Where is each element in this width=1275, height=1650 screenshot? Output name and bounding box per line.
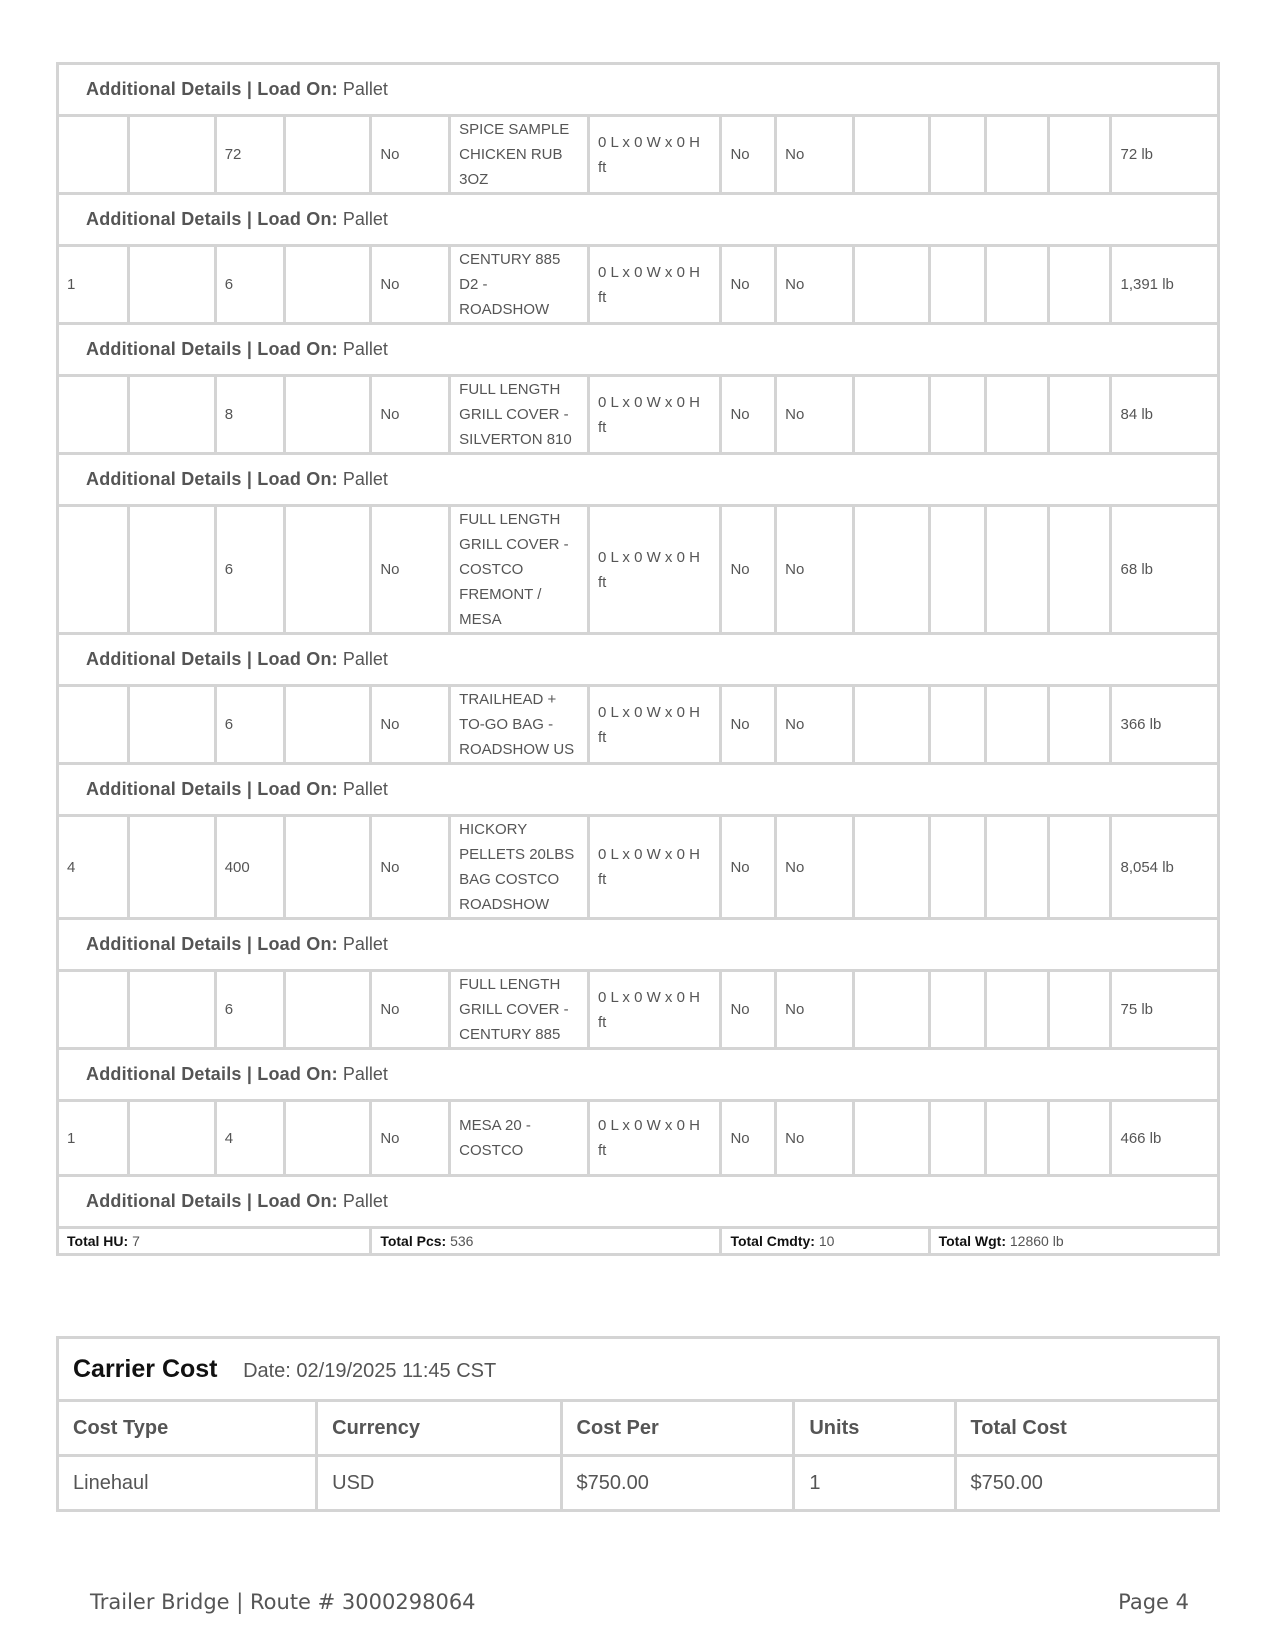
empty-cell xyxy=(1049,506,1111,634)
additional-details-row xyxy=(58,634,1219,686)
total-hu-label: Total HU: xyxy=(67,1233,129,1249)
empty-cell xyxy=(853,971,929,1049)
empty-cell xyxy=(853,376,929,454)
empty-cell xyxy=(986,116,1049,194)
hazmat-cell: No xyxy=(371,376,450,454)
additional-details-cell xyxy=(58,1049,1219,1101)
empty-cell xyxy=(1049,816,1111,919)
flag-cell: No xyxy=(721,971,776,1049)
additional-details-cell xyxy=(58,1176,1219,1228)
handling-units-cell xyxy=(58,376,129,454)
empty-cell xyxy=(986,686,1049,764)
additional-details-label: Additional Details | Load On: xyxy=(86,79,338,99)
empty-cell xyxy=(285,506,371,634)
dimensions-cell: 0 L x 0 W x 0 H ft xyxy=(588,376,720,454)
dimensions-cell: 0 L x 0 W x 0 H ft xyxy=(588,1101,720,1176)
cost-row xyxy=(58,1456,1219,1511)
hazmat-cell: No xyxy=(371,1101,450,1176)
hazmat-cell: No xyxy=(371,686,450,764)
empty-cell xyxy=(285,686,371,764)
flag-cell: No xyxy=(776,816,854,919)
additional-details-row xyxy=(58,454,1219,506)
empty-cell xyxy=(129,246,215,324)
empty-cell xyxy=(853,816,929,919)
weight-cell: 68 lb xyxy=(1111,506,1219,634)
weight-cell: 72 lb xyxy=(1111,116,1219,194)
empty-cell xyxy=(129,116,215,194)
units-cell: 1 xyxy=(794,1456,955,1511)
empty-cell xyxy=(986,971,1049,1049)
load-on-value: Pallet xyxy=(342,79,388,99)
commodity-row xyxy=(58,1101,1219,1176)
carrier-cost-title: Carrier Cost xyxy=(73,1354,218,1383)
total-hu-cell xyxy=(58,1228,371,1255)
carrier-cost-date: Date: 02/19/2025 11:45 CST xyxy=(243,1359,497,1382)
commodity-row xyxy=(58,971,1219,1049)
flag-cell: No xyxy=(721,816,776,919)
total-cmdty-label: Total Cmdty: xyxy=(730,1233,815,1249)
description-cell: FULL LENGTH GRILL COVER - CENTURY 885 xyxy=(450,971,589,1049)
empty-cell xyxy=(853,246,929,324)
additional-details-label: Additional Details | Load On: xyxy=(86,934,338,954)
empty-cell xyxy=(986,816,1049,919)
flag-cell: No xyxy=(721,1101,776,1176)
total-hu-value: 7 xyxy=(132,1233,140,1249)
column-header-cost-type: Cost Type xyxy=(58,1401,317,1456)
additional-details-label: Additional Details | Load On: xyxy=(86,1191,338,1211)
handling-units-cell xyxy=(58,116,129,194)
additional-details-cell xyxy=(58,194,1219,246)
carrier-cost-header xyxy=(58,1338,1219,1401)
total-pcs-label: Total Pcs: xyxy=(380,1233,447,1249)
flag-cell: No xyxy=(776,116,854,194)
empty-cell xyxy=(285,246,371,324)
flag-cell: No xyxy=(776,971,854,1049)
weight-cell: 1,391 lb xyxy=(1111,246,1219,324)
empty-cell xyxy=(285,376,371,454)
empty-cell xyxy=(853,686,929,764)
additional-details-cell xyxy=(58,919,1219,971)
total-cmdty-cell xyxy=(721,1228,929,1255)
additional-details-row xyxy=(58,64,1219,116)
description-cell: FULL LENGTH GRILL COVER - SILVERTON 810 xyxy=(450,376,589,454)
empty-cell xyxy=(853,506,929,634)
currency-cell: USD xyxy=(317,1456,561,1511)
empty-cell xyxy=(285,816,371,919)
total-wgt-cell xyxy=(929,1228,1218,1255)
total-cmdty-value: 10 xyxy=(818,1233,835,1249)
flag-cell: No xyxy=(776,376,854,454)
additional-details-cell xyxy=(58,324,1219,376)
additional-details-cell xyxy=(58,64,1219,116)
empty-cell xyxy=(1049,1101,1111,1176)
commodity-table xyxy=(56,62,1220,1256)
empty-cell xyxy=(929,816,986,919)
additional-details-label: Additional Details | Load On: xyxy=(86,209,338,229)
load-on-value: Pallet xyxy=(342,209,388,229)
flag-cell: No xyxy=(721,686,776,764)
commodity-row xyxy=(58,816,1219,919)
total-cost-cell: $750.00 xyxy=(955,1456,1218,1511)
empty-cell xyxy=(1049,376,1111,454)
hazmat-cell: No xyxy=(371,506,450,634)
carrier-cost-table xyxy=(56,1336,1220,1512)
empty-cell xyxy=(929,1101,986,1176)
flag-cell: No xyxy=(776,1101,854,1176)
hazmat-cell: No xyxy=(371,816,450,919)
footer-route: Trailer Bridge | Route # 3000298064 xyxy=(90,1590,476,1614)
pieces-cell: 8 xyxy=(215,376,284,454)
empty-cell xyxy=(929,971,986,1049)
column-header-cost-per: Cost Per xyxy=(561,1401,794,1456)
additional-details-label: Additional Details | Load On: xyxy=(86,1064,338,1084)
weight-cell: 8,054 lb xyxy=(1111,816,1219,919)
empty-cell xyxy=(1049,246,1111,324)
column-header-units: Units xyxy=(794,1401,955,1456)
dimensions-cell: 0 L x 0 W x 0 H ft xyxy=(588,816,720,919)
empty-cell xyxy=(929,686,986,764)
pieces-cell: 6 xyxy=(215,686,284,764)
empty-cell xyxy=(129,1101,215,1176)
flag-cell: No xyxy=(776,246,854,324)
empty-cell xyxy=(129,816,215,919)
empty-cell xyxy=(1049,116,1111,194)
empty-cell xyxy=(285,1101,371,1176)
empty-cell xyxy=(285,971,371,1049)
load-on-value: Pallet xyxy=(342,469,388,489)
footer-page-number: Page 4 xyxy=(1118,1590,1189,1614)
description-cell: FULL LENGTH GRILL COVER - COSTCO FREMONT / MESA xyxy=(450,506,589,634)
flag-cell: No xyxy=(776,686,854,764)
cost-per-cell: $750.00 xyxy=(561,1456,794,1511)
flag-cell: No xyxy=(721,376,776,454)
additional-details-label: Additional Details | Load On: xyxy=(86,779,338,799)
load-on-value: Pallet xyxy=(342,934,388,954)
column-header-total-cost: Total Cost xyxy=(955,1401,1218,1456)
totals-row xyxy=(58,1228,1219,1255)
additional-details-row xyxy=(58,919,1219,971)
hazmat-cell: No xyxy=(371,246,450,324)
dimensions-cell: 0 L x 0 W x 0 H ft xyxy=(588,246,720,324)
handling-units-cell: 1 xyxy=(58,1101,129,1176)
total-pcs-value: 536 xyxy=(450,1233,474,1249)
empty-cell xyxy=(986,506,1049,634)
additional-details-row xyxy=(58,1049,1219,1101)
description-cell: SPICE SAMPLE CHICKEN RUB 3OZ xyxy=(450,116,589,194)
hazmat-cell: No xyxy=(371,116,450,194)
pieces-cell: 4 xyxy=(215,1101,284,1176)
empty-cell xyxy=(929,116,986,194)
load-on-value: Pallet xyxy=(342,1191,388,1211)
empty-cell xyxy=(929,376,986,454)
handling-units-cell xyxy=(58,686,129,764)
weight-cell: 466 lb xyxy=(1111,1101,1219,1176)
empty-cell xyxy=(129,971,215,1049)
weight-cell: 366 lb xyxy=(1111,686,1219,764)
flag-cell: No xyxy=(721,116,776,194)
additional-details-cell xyxy=(58,764,1219,816)
flag-cell: No xyxy=(721,246,776,324)
commodity-row xyxy=(58,246,1219,324)
handling-units-cell xyxy=(58,506,129,634)
additional-details-label: Additional Details | Load On: xyxy=(86,339,338,359)
dimensions-cell: 0 L x 0 W x 0 H ft xyxy=(588,971,720,1049)
additional-details-row xyxy=(58,194,1219,246)
empty-cell xyxy=(1049,686,1111,764)
commodity-row xyxy=(58,116,1219,194)
weight-cell: 75 lb xyxy=(1111,971,1219,1049)
description-cell: TRAILHEAD + TO-GO BAG - ROADSHOW US xyxy=(450,686,589,764)
commodity-row xyxy=(58,686,1219,764)
dimensions-cell: 0 L x 0 W x 0 H ft xyxy=(588,506,720,634)
total-pcs-cell xyxy=(371,1228,721,1255)
dimensions-cell: 0 L x 0 W x 0 H ft xyxy=(588,686,720,764)
load-on-value: Pallet xyxy=(342,779,388,799)
additional-details-row xyxy=(58,764,1219,816)
additional-details-cell xyxy=(58,634,1219,686)
empty-cell xyxy=(129,686,215,764)
dimensions-cell: 0 L x 0 W x 0 H ft xyxy=(588,116,720,194)
description-cell: MESA 20 - COSTCO xyxy=(450,1101,589,1176)
column-header-currency: Currency xyxy=(317,1401,561,1456)
total-wgt-value: 12860 lb xyxy=(1009,1233,1064,1249)
empty-cell xyxy=(129,506,215,634)
empty-cell xyxy=(929,506,986,634)
additional-details-cell xyxy=(58,454,1219,506)
handling-units-cell: 4 xyxy=(58,816,129,919)
pieces-cell: 6 xyxy=(215,971,284,1049)
additional-details-row xyxy=(58,1176,1219,1228)
commodity-row xyxy=(58,506,1219,634)
pieces-cell: 6 xyxy=(215,506,284,634)
flag-cell: No xyxy=(776,506,854,634)
load-on-value: Pallet xyxy=(342,339,388,359)
commodity-row xyxy=(58,376,1219,454)
empty-cell xyxy=(853,116,929,194)
additional-details-label: Additional Details | Load On: xyxy=(86,649,338,669)
additional-details-label: Additional Details | Load On: xyxy=(86,469,338,489)
empty-cell xyxy=(986,1101,1049,1176)
empty-cell xyxy=(129,376,215,454)
description-cell: HICKORY PELLETS 20LBS BAG COSTCO ROADSHOW xyxy=(450,816,589,919)
empty-cell xyxy=(986,376,1049,454)
empty-cell xyxy=(986,246,1049,324)
empty-cell xyxy=(1049,971,1111,1049)
pieces-cell: 6 xyxy=(215,246,284,324)
cost-type-cell: Linehaul xyxy=(58,1456,317,1511)
empty-cell xyxy=(285,116,371,194)
empty-cell xyxy=(929,246,986,324)
hazmat-cell: No xyxy=(371,971,450,1049)
load-on-value: Pallet xyxy=(342,649,388,669)
handling-units-cell xyxy=(58,971,129,1049)
flag-cell: No xyxy=(721,506,776,634)
weight-cell: 84 lb xyxy=(1111,376,1219,454)
load-on-value: Pallet xyxy=(342,1064,388,1084)
pieces-cell: 72 xyxy=(215,116,284,194)
description-cell: CENTURY 885 D2 - ROADSHOW xyxy=(450,246,589,324)
handling-units-cell: 1 xyxy=(58,246,129,324)
total-wgt-label: Total Wgt: xyxy=(938,1233,1006,1249)
pieces-cell: 400 xyxy=(215,816,284,919)
additional-details-row xyxy=(58,324,1219,376)
empty-cell xyxy=(853,1101,929,1176)
